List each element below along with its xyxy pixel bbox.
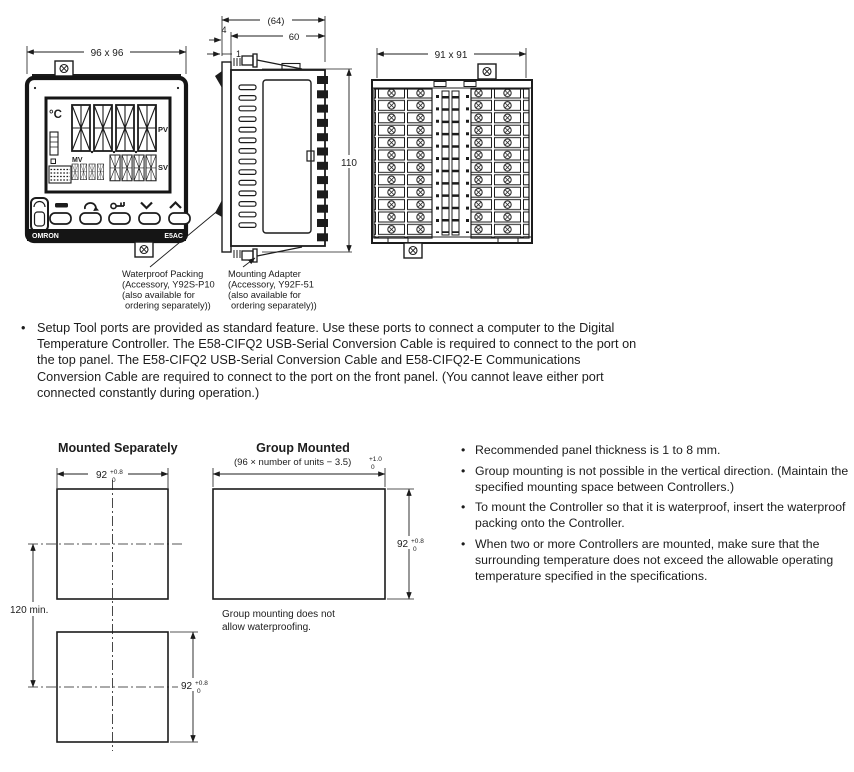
svg-text:+0.8: +0.8 xyxy=(195,680,208,687)
note-text: Recommended panel thickness is 1 to 8 mm. xyxy=(475,443,721,457)
group-height-dim xyxy=(387,489,432,599)
note-text: When two or more Controllers are mounted, make sure that the surrounding temperature does not exceed the allowable operating temperature specified in the specifications. xyxy=(475,536,834,583)
bullet: • xyxy=(461,500,466,514)
screw-icon xyxy=(60,65,68,73)
list-item xyxy=(461,463,854,495)
terminal-block-left xyxy=(374,89,432,238)
mounted-separately-title: Mounted Separately xyxy=(58,441,178,455)
svg-text:Waterproof Packing: Waterproof Packing xyxy=(122,269,204,279)
group-width-dim xyxy=(213,468,385,487)
group-width-formula xyxy=(234,456,382,471)
svg-text:Group mounting does not: Group mounting does not xyxy=(222,609,335,620)
note-text: Group mounting is not possible in the vertical direction. (Maintain the specified mounting space between Controllers.) xyxy=(475,463,849,494)
level-key-button xyxy=(50,213,71,224)
svg-text:+0.8: +0.8 xyxy=(411,538,424,545)
svg-text:120 min.: 120 min. xyxy=(10,605,49,616)
svg-text:ordering separately)): ordering separately)) xyxy=(231,300,317,311)
screw-icon xyxy=(140,246,148,254)
screw-icon xyxy=(483,68,491,76)
front-display xyxy=(46,98,170,192)
svg-text:92: 92 xyxy=(96,470,108,481)
height-dim: 110 xyxy=(341,158,357,169)
svg-text:ordering separately)): ordering separately)) xyxy=(125,300,211,311)
front-view xyxy=(27,45,190,257)
list-item xyxy=(461,499,854,531)
rear-view xyxy=(372,47,532,258)
list-item xyxy=(461,442,854,458)
mounting-adapter-label xyxy=(228,269,317,311)
panel-cutout-drawings xyxy=(0,430,460,772)
svg-text:0: 0 xyxy=(413,546,417,553)
pv-label: PV xyxy=(158,125,169,134)
dimension-drawings xyxy=(0,0,854,318)
down-key-button xyxy=(139,213,160,224)
rear-size-dim: 91 x 91 xyxy=(434,50,468,61)
adapter-gap-dim: 4 xyxy=(221,25,227,35)
bezel-dim: 1 xyxy=(236,49,242,59)
sv-label: SV xyxy=(158,163,169,172)
svg-text:(also available for: (also available for xyxy=(228,290,301,300)
svg-text:+1.0: +1.0 xyxy=(369,456,382,463)
depth-dim: 60 xyxy=(288,32,300,43)
unit-indicator: °C xyxy=(49,109,62,121)
bullet: • xyxy=(21,321,26,335)
svg-text:(Accessory, Y92S-P10: (Accessory, Y92S-P10 xyxy=(122,279,215,290)
side-view xyxy=(207,13,363,262)
mode-key-button xyxy=(80,213,101,224)
model-logo: E5AC xyxy=(164,233,183,240)
svg-text:(also available for: (also available for xyxy=(122,290,195,300)
note-text: To mount the Controller so that it is waterproof, insert the waterproof packing onto the Controller. xyxy=(475,500,846,530)
waterproof-packing-label xyxy=(122,269,215,311)
svg-text:0: 0 xyxy=(197,688,201,695)
up-key-button xyxy=(169,213,190,224)
svg-text:(Accessory, Y92F-51: (Accessory, Y92F-51 xyxy=(228,279,314,290)
list-item xyxy=(461,536,854,584)
svg-text:+0.8: +0.8 xyxy=(110,469,123,476)
group-caption xyxy=(222,609,335,633)
bullet: • xyxy=(461,443,466,457)
mv-label: MV xyxy=(72,157,83,164)
svg-text:92: 92 xyxy=(181,681,193,692)
group-cutout-rect xyxy=(213,489,385,599)
svg-text:(96 × number of units − 3.5): (96 × number of units − 3.5) xyxy=(234,457,352,468)
level-key-icon xyxy=(55,203,68,208)
setup-tool-note-text: Setup Tool ports are provided as standard feature. Use these ports to connect a computer to the Digital Temperature Controller. The E58-CIFQ2 USB-Serial Conversion Cable is required to connect to the port on the top panel. The E58-CIFQ2 USB-Serial Conversion Cable and E58-CIFQ2-E Communications Conversion Cable are required to connect to the port on the front panel. (You cannot leave either port connected constantly during operation.) xyxy=(37,321,637,400)
mounting-notes xyxy=(461,442,854,588)
screw-icon xyxy=(409,247,417,255)
svg-text:0: 0 xyxy=(371,464,375,471)
bullet: • xyxy=(461,463,466,478)
svg-text:allow waterproofing.: allow waterproofing. xyxy=(222,622,311,633)
brand-logo: OMRON xyxy=(32,233,59,240)
group-mounted-title: Group Mounted xyxy=(256,441,350,455)
svg-text:0: 0 xyxy=(112,477,116,484)
depth-total-dim: (64) xyxy=(267,16,285,27)
shift-key-button xyxy=(109,213,130,224)
terminal-block-right xyxy=(471,89,529,238)
setup-tool-note xyxy=(21,320,643,401)
svg-text:92: 92 xyxy=(397,539,409,550)
front-size-dim: 96 x 96 xyxy=(90,48,124,59)
bullet: • xyxy=(461,536,466,551)
svg-text:Mounting Adapter: Mounting Adapter xyxy=(228,269,301,279)
spacing-dim xyxy=(8,544,60,687)
